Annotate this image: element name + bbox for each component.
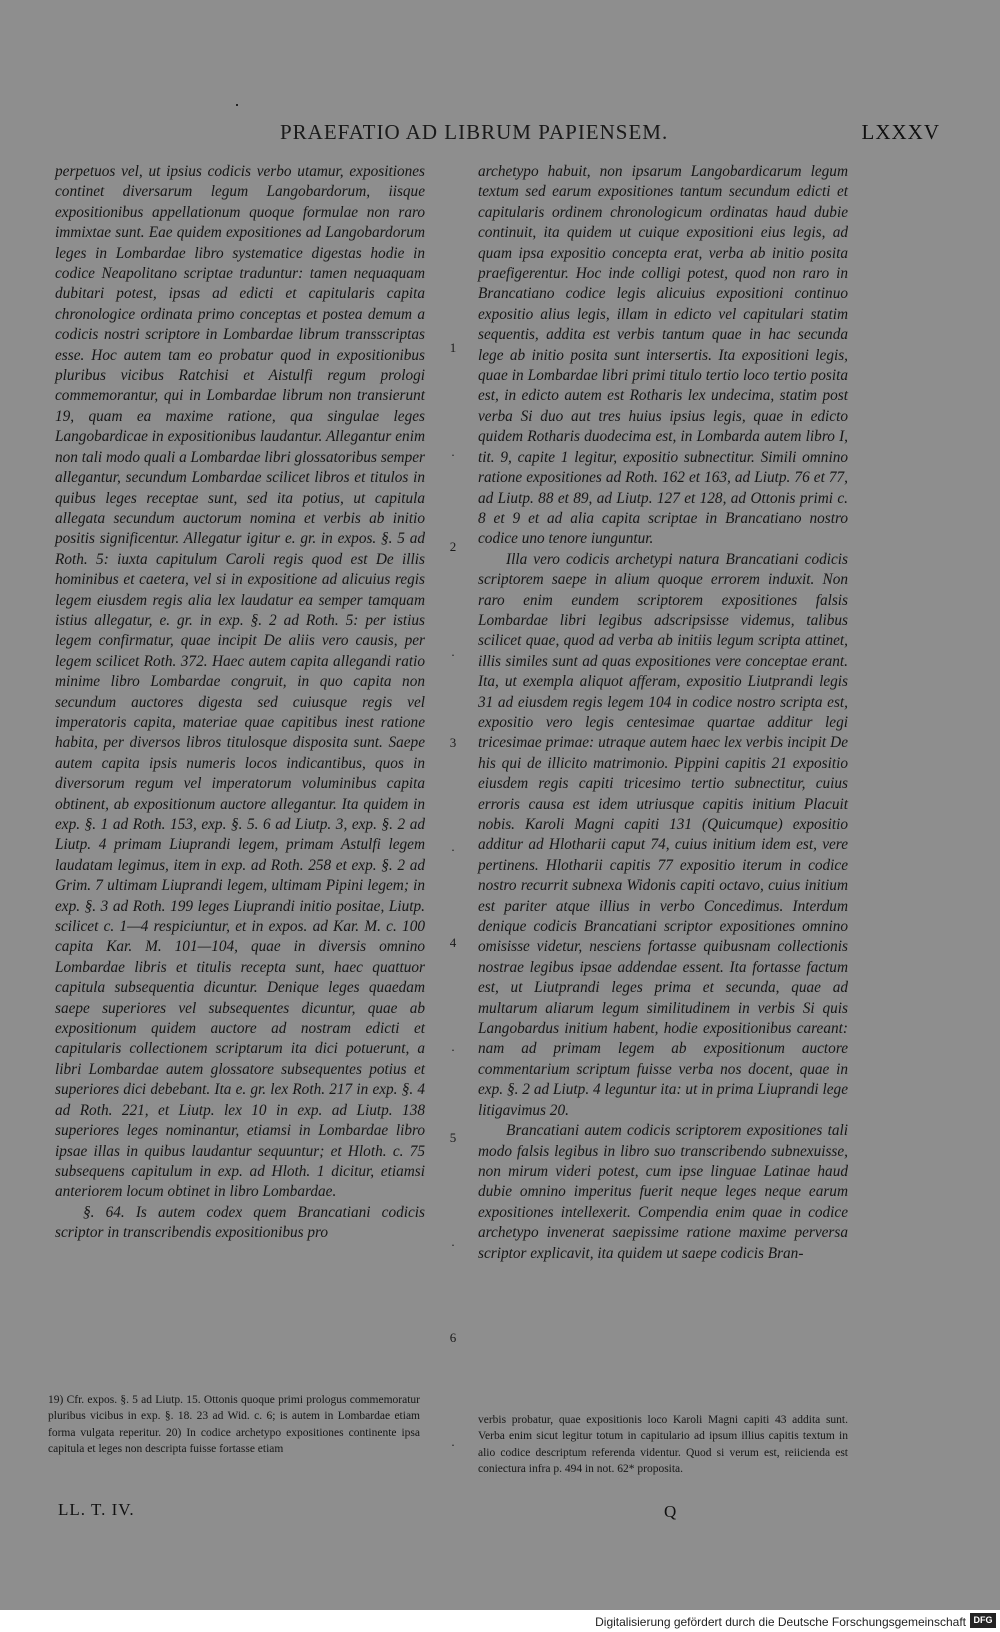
funding-credit: Digitalisierung gefördert durch die Deutsche Forschungsgemeinschaft	[595, 1615, 966, 1629]
gathering-signature: Q	[664, 1502, 677, 1521]
footnotes-left: 19) Cfr. expos. §. 5 ad Liutp. 15. Ottonis quoque primi prologus commemoratur pluribus vicibus in exp. §. 18. 23 ad Wid. c. 6; is autem in Lombardae etiam forma vulgata reperitur. 20) In codice archetypo expositiones continente ipsa capitula et leges non descripta fuisse fortasse etiam	[48, 1394, 420, 1456]
line-number: 4	[449, 935, 457, 950]
left-column	[55, 162, 425, 1362]
line-number: .	[451, 839, 455, 854]
folio-number: LXXXV	[861, 120, 940, 144]
running-title: PRAEFATIO AD LIBRUM PAPIENSEM.	[280, 120, 669, 144]
line-number: .	[451, 1234, 455, 1249]
line-number: 2	[449, 539, 457, 554]
line-number: 6	[449, 1330, 457, 1345]
page-header	[60, 120, 940, 154]
scan-speck	[236, 104, 238, 106]
footnotes-right: verbis probatur, quae expositionis loco Karoli Magni capiti 43 addita sunt. Verba enim sicut legitur totum in capitulario ad ipsum illius capitis textum in alio codice descriptum referenda videntur. Quod si verum est, reiicienda est coniectura infra p. 494 in not. 62* proposita.	[478, 1414, 848, 1476]
line-number: 3	[449, 735, 457, 750]
right-column	[478, 162, 848, 1262]
line-number: .	[451, 644, 455, 659]
left-paragraph: §. 64. Is autem codex quem Brancatiani codicis scriptor in transcribendis expositionibus pro	[55, 1203, 425, 1242]
line-numbers	[438, 162, 468, 1449]
line-number: 1	[449, 340, 457, 355]
line-number: .	[451, 1434, 455, 1449]
right-paragraph: Brancatiani autem codicis scriptorem expositiones tali modo falsis legibus in libro suo transcribendo subnexuisse, non mirum videri potest, cum ipse linguae Latinae haud dubie omnino imperitus fuerit neque leges neque earum expositiones intellexerit. Compendia enim quae in codice archetypo invenerat saepissime ratione maxime perversa scriptor explicavit, ita quidem ut saepe codicis Bran-	[478, 1122, 848, 1262]
volume-signature: LL. T. IV.	[58, 1500, 135, 1519]
line-number: .	[451, 1039, 455, 1054]
left-paragraph: perpetuos vel, ut ipsius codicis verbo utamur, expositiones continet diversarum legum Langobardorum, iisque expositionibus appellationum quoque formulae non raro immixtae sunt. Eae quidem expositiones ad Langobardorum leges in Lombardae libro systematice digestas hodie in codice Neapolitano scriptae traduntur: tamen nequaquam dubitari potest, ipsas ad edicti et capitularis capita chronologice ordinata primo conceptas et postea demum a codicis nostri scriptore in Lombardae librum transscriptas esse. Hoc autem tam eo probatur quod in expositionibus pluribus vicibus Ratchisi et Aistulfi regum prologi commemorantur, qui in Lombardae librum non transierunt 19, quam ea maxime ratione, qua singulae leges Langobardicae in expositionibus laudantur. Allegantur enim non tali modo quali a Lombardae libri glossatoribus semper allegantur, secundum Lombardae scilicet libros et titulos in quibus leges receptae sunt, sed ita potius, ut capitula allegata secundum auctorum nomina et verbis ab initio positis significentur. Allegatur igitur e. gr. in expos. §. 5 ad Roth. 5: iuxta capitulum Caroli regis quod est De illis hominibus et caetera, vel si in expositione ad alicuius regis legem eiusdem regis alia lex laudatur ea semper tamquam istius allegatur, e. gr. in exp. §. 2 ad Roth. 5: per istius legem confirmatur, quae incipit De aliis vero causis, per legem scilicet Roth. 372. Haec autem capita allegandi ratio minime libro Lombardae congruit, in quo capita non secundum auctores digesta sed cuiusque regis vel imperatoris capita, materiae quae capitibus inest ratione habita, per diversos libros titulosque disposita sunt. Saepe autem capita ipsis numeris locos indicantibus, quos in diversorum regum vel imperatorum voluminibus capita obtinent, ab expositionum auctore allegantur. Ita quidem in exp. §. 1 ad Roth. 153, exp. §. 5. 6 ad Liutp. 3, exp. §. 2 ad Liutp. 4 primam Liuprandi legem, primam Astulfi legem laudatam legimus, item in exp. ad Roth. 258 et exp. §. 2 ad Grim. 7 ultimam Liuprandi legem, ultimam Pipini legem; in exp. §. 3 ad Roth. 199 leges Liuprandi initio positae, Liutp. scilicet c. 1—4 respiciuntur, et in expos. ad Kar. M. c. 100 capita Kar. M. 101—104, quae in diversis omnino Lombardae libris et titulis recepta sunt, haec quattuor capitula subsequentia dicuntur. Denique leges quaedam saepe superiores vel subsequentes dicuntur, quae ab expositionum quidem auctore ad nostram edicti et capitularis collectionem scriptarum ita dici potuerunt, a libri Lombardae autem glossatore subsequentes potius et superiores dici debebant. Ita e. gr. lex Roth. 217 in exp. §. 4 ad Roth. 221, et Liutp. lex 10 in exp. ad Liutp. 138 superiores leges nominantur, etiamsi in Lombardae libro ipsae illas in quibus laudantur sequuntur; et Hloth. c. 75 subsequens capitulum in exp. ad Hloth. 1 dicitur, etiamsi anteriorem locum obtinet in libro Lombardae.	[55, 163, 425, 1201]
dfg-logo-icon: DFG	[970, 1613, 996, 1628]
line-number: .	[451, 444, 455, 459]
line-number: 5	[449, 1130, 457, 1145]
right-paragraph: archetypo habuit, non ipsarum Langobardicarum legum textum sed earum expositiones tantum secundum edicti et capitularis ordinem chronologicum ordinatas haud dubie continuit, ita quidem ut cuique expositioni eius legis, ad quam ipsa expositio concepta erat, verba ab initio posita praefigerentur. Hoc inde colligi potest, quod non raro in Brancatiano codice legis alicuius expositioni continuo expositio alius legis, illam in edicto vel capitulari statim sequentis, addita est verbis tantum quae in hac secunda lege ab initio posita sunt intersertis. Ita expositioni legis, quae in Lombardae libri primi titulo tertio loco tertio posita est, in edicto autem est Rotharis lex undecima, statim post verba Si duo aut tres huius ipsius legis, quae in edicto quidem Rotharis duodecima est, in Lombarda autem libro I, tit. 9, capite 1 legitur, expositio subnectitur. Simili omnino ratione expositiones ad Roth. 162 et 163, ad Liutp. 76 et 77, ad Liutp. 88 et 89, ad Liutp. 127 et 128, ad Ottonis primi c. 8 et 9 et ad alia capita scriptae in Brancatiano nostro codice uno tenore iunguntur.	[478, 163, 848, 548]
right-paragraph: Illa vero codicis archetypi natura Brancatiani codicis scriptorem saepe in alium quoque errorem induxit. Non raro enim eundem scriptorem expositiones falsis Lombardae libri legibus adscripsisse videmus, talibus scilicet quae, quod ad verba ab initiis legum scripta attinet, illis similes sunt ad quas expositiones vere conceptae erant. Ita, ut exempla aliquot afferam, expositio Liutprandi legis 31 ad eiusdem regis legem 104 in codice nostro scripta est, expositio vero legis centesimae quartae additur legi tricesimae primae: utraque autem haec lex verbis incipit De his qui de illicito matrimonio. Pippini capitis 21 expositio eiusdem regis capiti tricesimo tertio subnectitur, cuius erroris causa est idem utriusque capitis initium Placuit nobis. Karoli Magni capiti 131 (Quicumque) expositio additur ad Hlotharii caput 74, cuius initium idem est, vere pertinens. Hlotharii capitis 77 expositio iterum in codice nostro recurrit subnexa Widonis capiti octavo, cuius initium est pariter atque illius in verbo Concedimus. Interdum denique codicis Brancatiani scriptor expositiones omnino omisisse videtur, nesciens fortasse quibusnam collectionis nostrae legibus ipsae addendae essent. Ita fortasse factum est, ut Liutprandi leges prima et secunda, quae ad multarum aliarum legum similitudinem in verbis Si quis Langobardus initium habent, hodie expositionibus careant: nam ad primam legem ab expositionum auctore commentarium scriptum fuisse verba nos docent, quae in exp. §. 2 ad Liutp. 4 leguntur ita: ut in prima Liuprandi lege litigavimus 20.	[478, 550, 848, 1119]
